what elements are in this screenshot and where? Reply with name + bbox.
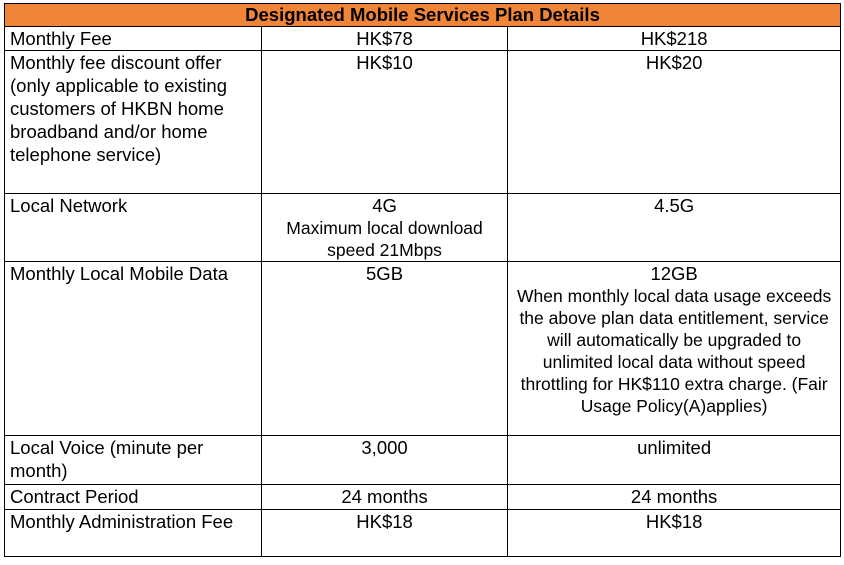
row-label: Local Voice (minute per month) — [5, 436, 262, 485]
plan-a-value: 4G — [372, 195, 397, 216]
plan-a-cell — [261, 485, 507, 510]
row-discount-offer — [5, 51, 841, 194]
row-label: Monthly Fee — [5, 27, 262, 51]
plan-a-cell — [261, 436, 507, 485]
plan-a-value: HK$78 — [356, 28, 413, 49]
plan-b-cell — [508, 51, 841, 194]
row-label: Monthly fee discount offer (only applicable to existing customers of HKBN home broadband and/or home telephone service) — [5, 51, 262, 194]
row-admin-fee — [5, 510, 841, 557]
row-monthly-fee — [5, 27, 841, 51]
row-mobile-data — [5, 262, 841, 436]
plan-a-cell — [261, 194, 507, 262]
plan-a-value: HK$18 — [356, 511, 413, 532]
plan-b-value: 12GB — [650, 263, 698, 284]
plan-a-value: 24 months — [341, 486, 428, 507]
plan-b-cell — [508, 485, 841, 510]
plan-a-cell — [261, 27, 507, 51]
plan-b-cell — [508, 27, 841, 51]
plan-a-cell — [261, 51, 507, 194]
plan-a-note: Maximum local download speed 21Mbps — [286, 218, 483, 260]
plan-b-value: 4.5G — [654, 195, 695, 216]
plan-b-cell — [508, 510, 841, 557]
row-contract-period — [5, 485, 841, 510]
plan-b-cell — [508, 194, 841, 262]
plan-details-table — [4, 3, 841, 557]
plan-a-value: HK$10 — [356, 52, 413, 73]
plan-b-cell — [508, 436, 841, 485]
table-title: Designated Mobile Services Plan Details — [5, 4, 841, 27]
row-label: Monthly Local Mobile Data — [5, 262, 262, 436]
row-label: Monthly Administration Fee — [5, 510, 262, 557]
plan-b-value: HK$20 — [645, 52, 703, 73]
plan-b-value: unlimited — [637, 437, 712, 458]
plan-b-cell — [508, 262, 841, 436]
plan-a-cell — [261, 262, 507, 436]
table-header-row — [5, 4, 841, 27]
plan-a-cell — [261, 510, 507, 557]
row-local-network — [5, 194, 841, 262]
plan-b-value: HK$218 — [640, 28, 708, 49]
plan-b-value: HK$18 — [645, 511, 703, 532]
row-local-voice — [5, 436, 841, 485]
plan-a-value: 3,000 — [361, 437, 408, 458]
plan-b-note: When monthly local data usage exceeds the above plan data entitlement, service will automatically be upgraded to unlimited local data without speed throttling for HK$110 extra charge. (Fair Usage Policy(A)applies) — [517, 286, 832, 416]
plan-b-value: 24 months — [630, 486, 718, 507]
plan-a-value: 5GB — [366, 263, 404, 284]
row-label: Contract Period — [5, 485, 262, 510]
row-label: Local Network — [5, 194, 262, 262]
